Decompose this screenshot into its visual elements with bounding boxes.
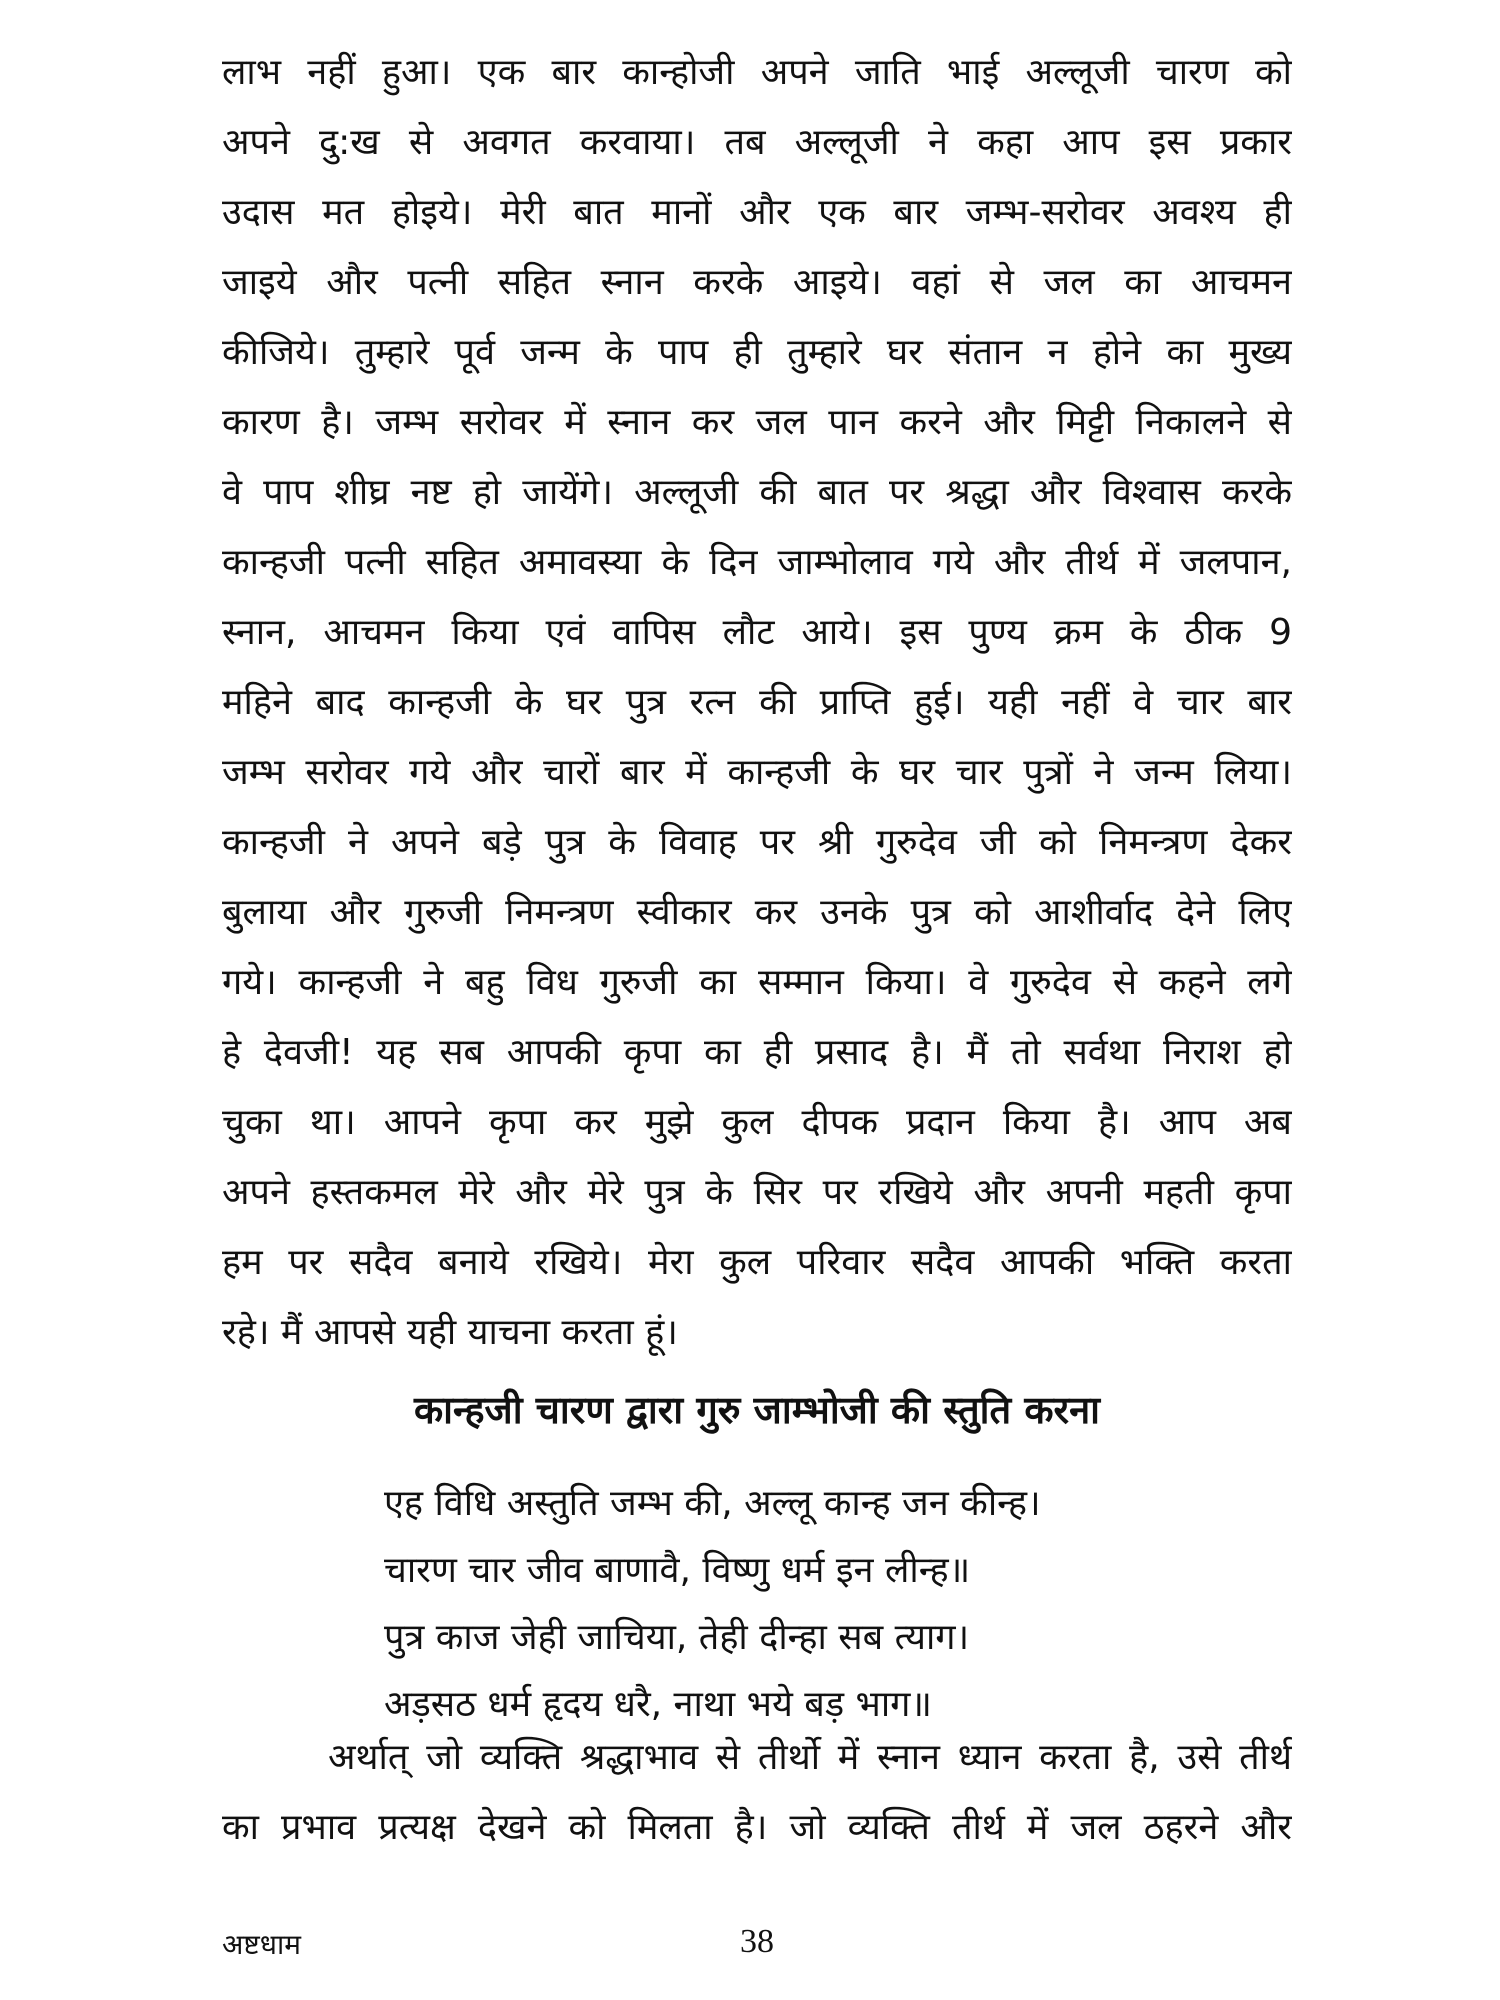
text-line: का प्रभाव प्रत्यक्ष देखने को मिलता है। जो व्यक्ति तीर्थ में जल ठहरने और <box>222 1807 1292 1848</box>
text-line: कान्हजी ने अपने बड़े पुत्र के विवाह पर श्री गुरुदेव जी को निमन्त्रण देकर <box>222 822 1292 863</box>
text-line: कीजिये। तुम्हारे पूर्व जन्म के पाप ही तुम्हारे घर संतान न होने का मुख्य <box>222 332 1292 373</box>
text-line: रहे। मैं आपसे यही याचना करता हूं। <box>222 1312 678 1353</box>
footer-book-title: अष्टधाम <box>222 1928 301 1961</box>
text-line: चुका था। आपने कृपा कर मुझे कुल दीपक प्रदान किया है। आप अब <box>222 1102 1292 1143</box>
verse-line: अड़सठ धर्म हृदय धरै, नाथा भये बड़ भाग॥ <box>384 1684 932 1725</box>
verse-block <box>384 1470 1144 1738</box>
section-heading: कान्हजी चारण द्वारा गुरु जाम्भोजी की स्तुति करना <box>413 1388 1101 1432</box>
main-paragraph <box>222 38 1292 1368</box>
text-line: स्नान, आचमन किया एवं वापिस लौट आये। इस पुण्य क्रम के ठीक 9 <box>222 612 1292 653</box>
text-line: हे देवजी! यह सब आपकी कृपा का ही प्रसाद है। मैं तो सर्वथा निराश हो <box>222 1032 1292 1073</box>
text-line: लाभ नहीं हुआ। एक बार कान्होजी अपने जाति भाई अल्लूजी चारण को <box>222 52 1292 93</box>
page-number: 38 <box>740 1923 774 1960</box>
text-line: वे पाप शीघ्र नष्ट हो जायेंगे। अल्लूजी की बात पर श्रद्धा और विश्वास करके <box>222 472 1292 513</box>
text-line: अपने दु:ख से अवगत करवाया। तब अल्लूजी ने कहा आप इस प्रकार <box>222 122 1292 163</box>
text-line: महिने बाद कान्हजी के घर पुत्र रत्न की प्राप्ति हुई। यही नहीं वे चार बार <box>222 682 1292 723</box>
text-line: कान्हजी पत्नी सहित अमावस्या के दिन जाम्भोलाव गये और तीर्थ में जलपान, <box>222 542 1292 583</box>
verse-line: चारण चार जीव बाणावै, विष्णु धर्म इन लीन्ह॥ <box>384 1550 971 1591</box>
text-line: जाइये और पत्नी सहित स्नान करके आइये। वहां से जल का आचमन <box>222 262 1292 303</box>
verse-line: पुत्र काज जेही जाचिया, तेही दीन्हा सब त्याग। <box>384 1617 970 1658</box>
text-line: अर्थात् जो व्यक्ति श्रद्धाभाव से तीर्थो में स्नान ध्यान करता है, उसे तीर्थ <box>328 1737 1292 1778</box>
text-line: जम्भ सरोवर गये और चारों बार में कान्हजी के घर चार पुत्रों ने जन्म लिया। <box>222 752 1292 793</box>
text-line: उदास मत होइये। मेरी बात मानों और एक बार जम्भ-सरोवर अवश्य ही <box>222 192 1292 233</box>
text-line: हम पर सदैव बनाये रखिये। मेरा कुल परिवार सदैव आपकी भक्ति करता <box>222 1242 1292 1283</box>
verse-line: एह विधि अस्तुति जम्भ की, अल्लू कान्ह जन कीन्ह। <box>384 1483 1041 1524</box>
text-line: कारण है। जम्भ सरोवर में स्नान कर जल पान करने और मिट्टी निकालने से <box>222 402 1292 443</box>
text-line: अपने हस्तकमल मेरे और मेरे पुत्र के सिर पर रखिये और अपनी महती कृपा <box>222 1172 1292 1213</box>
text-line: गये। कान्हजी ने बहु विध गुरुजी का सम्मान किया। वे गुरुदेव से कहने लगे <box>222 962 1292 1003</box>
closing-paragraph <box>222 1723 1292 1863</box>
text-line: बुलाया और गुरुजी निमन्त्रण स्वीकार कर उनके पुत्र को आशीर्वाद देने लिए <box>222 892 1292 933</box>
